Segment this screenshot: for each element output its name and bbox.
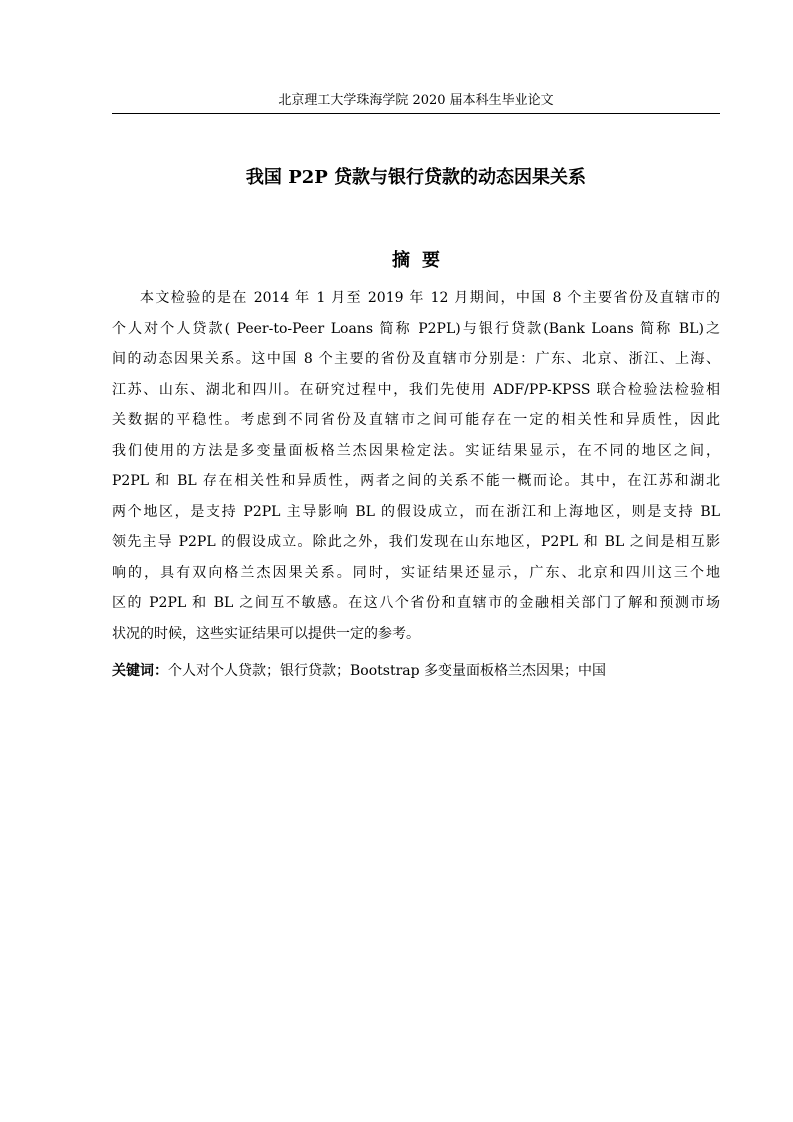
abstract-line: 江苏、山东、湖北和四川。在研究过程中，我们先使用 ADF/PP-KPSS 联合检验法检验相	[112, 381, 720, 398]
abstract-line: 响的，具有双向格兰杰因果关系。同时，实证结果还显示，广东、北京和四川这三个地	[112, 564, 720, 581]
keywords-text: 个人对个人贷款；银行贷款；Bootstrap 多变量面板格兰杰因果；中国	[168, 663, 607, 679]
abstract-line: 我们使用的方法是多变量面板格兰杰因果检定法。实证结果显示，在不同的地区之间，	[112, 442, 720, 459]
keywords	[112, 659, 720, 683]
abstract-line: 区的 P2PL 和 BL 之间互不敏感。在这八个省份和直辖市的金融相关部门了解和预测市场	[112, 595, 720, 611]
abstract-line: 关数据的平稳性。考虑到不同省份及直辖市之间可能存在一定的相关性和异质性，因此	[112, 412, 720, 428]
abstract-line: 个人对个人贷款( Peer-to-Peer Loans 简称 P2PL)与银行贷款(Bank Loans 简称 BL)之	[112, 320, 720, 337]
abstract-heading: 摘要	[392, 250, 452, 271]
abstract-line: 两个地区，是支持 P2PL 主导影响 BL 的假设成立，而在浙江和上海地区，则是支持 BL	[112, 503, 720, 520]
abstract-line: 间的动态因果关系。这中国 8 个主要的省份及直辖市分别是：广东、北京、浙江、上海、	[112, 351, 720, 367]
keywords-label: 关键词：	[112, 663, 168, 679]
abstract-body	[112, 283, 720, 649]
page-header: 北京理工大学珠海学院 2020 届本科生毕业论文	[278, 93, 554, 108]
abstract-line: P2PL 和 BL 存在相关性和异质性，两者之间的关系不能一概而论。其中，在江苏和湖北	[112, 473, 720, 489]
thesis-title: 我国 P2P 贷款与银行贷款的动态因果关系	[245, 167, 587, 188]
header-divider	[112, 113, 720, 114]
abstract-line: 领先主导 P2PL 的假设成立。除此之外，我们发现在山东地区，P2PL 和 BL 之间是相互影	[112, 534, 720, 550]
abstract-line: 状况的时候，这些实证结果可以提供一定的参考。	[112, 625, 420, 642]
abstract-line: 本文检验的是在 2014 年 1 月至 2019 年 12 月期间，中国 8 个主要省份及直辖市的	[140, 290, 720, 306]
